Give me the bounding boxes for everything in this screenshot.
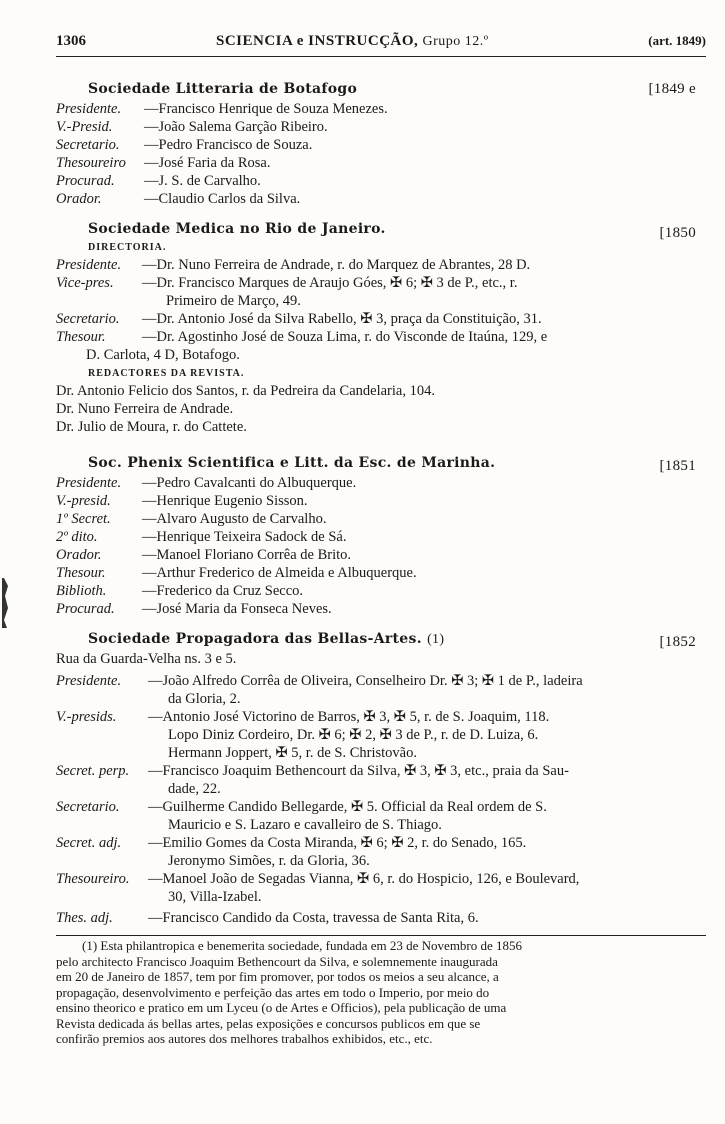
- address-line: Rua da Guarda-Velha ns. 3 e 5.: [56, 651, 237, 667]
- list-item: Procurad. —José Maria da Fonseca Neves.: [56, 601, 332, 617]
- section-title: Sociedade Propagadora das Bellas-Artes. (1) [1852: [56, 628, 706, 650]
- section-medica: [56, 218, 706, 436]
- list-item: 30, Villa-Izabel.: [168, 889, 262, 905]
- list-item: Vice-pres. —Dr. Francisco Marques de Araujo Góes, ✠ 6; ✠ 3 de P., etc., r.: [56, 275, 518, 291]
- list-item: Presidente. —Francisco Henrique de Souza Menezes.: [56, 101, 388, 117]
- footnote: [56, 938, 706, 1047]
- footnote-line: propagação, desenvolvimento e perfeição das artes em todo o Imperio, por meio do: [56, 984, 490, 1000]
- article-label: (art. 1849): [648, 33, 706, 48]
- list-item: Thesoureiro. —Manoel João de Segadas Vianna, ✠ 6, r. do Hospicio, 126, e Boulevard,: [56, 871, 580, 887]
- list-item: Mauricio e S. Lazaro e cavalleiro de S. Thiago.: [168, 817, 442, 833]
- list-item: Lopo Diniz Cordeiro, Dr. ✠ 6; ✠ 2, ✠ 3 de P., r. de D. Luiza, 6.: [168, 727, 539, 743]
- footnote-line: confirão premios aos autores dos melhores trabalhos exhibidos, etc., etc.: [56, 1031, 433, 1046]
- list-item: Orador. —Manoel Floriano Corrêa de Brito.: [56, 547, 351, 563]
- footnote-line: (1) Esta philantropica e benemerita sociedade, fundada em 23 de Novembro de 1856: [82, 938, 523, 953]
- list-item: Dr. Julio de Moura, r. do Cattete.: [56, 419, 247, 435]
- list-item: D. Carlota, 4 D, Botafogo.: [86, 347, 240, 363]
- section-title: Sociedade Litteraria de Botafogo [1849 e: [56, 78, 706, 100]
- list-item: Orador. —Claudio Carlos da Silva.: [56, 191, 301, 207]
- header-rule: [56, 56, 706, 57]
- list-item: Secretario. —Guilherme Candido Bellegarde, ✠ 5. Official da Real ordem de S.: [56, 799, 547, 815]
- footnote-line: em 20 de Janeiro de 1857, tem por fim promover, por todos os meios a seu alcance, a: [56, 969, 499, 984]
- group-label: Grupo 12.º: [422, 34, 489, 49]
- footnote-line: ensino theorico e pratico em um Lyceu (o de Artes e Officios), pela publicação de uma: [56, 1000, 507, 1015]
- list-item: Secret. adj. —Emilio Gomes da Costa Miranda, ✠ 6; ✠ 2, r. do Senado, 165.: [56, 835, 527, 851]
- subheading: REDACTORES DA REVISTA.: [88, 368, 245, 379]
- list-item: Primeiro de Março, 49.: [166, 293, 301, 309]
- list-item: Thesoureiro —José Faria da Rosa.: [56, 155, 271, 171]
- subheading: DIRECTORIA.: [88, 242, 167, 253]
- list-item: dade, 22.: [168, 781, 221, 797]
- section-year: [1849 e: [648, 81, 696, 97]
- list-item: Dr. Nuno Ferreira de Andrade.: [56, 401, 234, 417]
- list-item: Presidente. —Pedro Cavalcanti do Albuquerque.: [56, 475, 357, 491]
- page-number: 1306: [56, 33, 86, 49]
- footnote-line: Revista dedicada ás bellas artes, pelas exposições e concursos publicos em que se: [56, 1015, 481, 1031]
- section-bellas-artes: [56, 628, 706, 927]
- list-item: Secretario. —Pedro Francisco de Souza.: [56, 137, 313, 153]
- list-item: V.-presids. —Antonio José Victorino de Barros, ✠ 3, ✠ 5, r. de S. Joaquim, 118.: [56, 709, 550, 725]
- list-item: Thes. adj. —Francisco Candido da Costa, travessa de Santa Rita, 6.: [56, 910, 479, 926]
- list-item: Secretario. —Dr. Antonio José da Silva Rabello, ✠ 3, praça da Constituição, 31.: [56, 311, 542, 327]
- list-item: Presidente. —Dr. Nuno Ferreira de Andrade, r. do Marquez de Abrantes, 28 D.: [56, 257, 531, 273]
- footnote-ref: (1): [427, 632, 445, 647]
- list-item: Hermann Joppert, ✠ 5, r. de S. Christovão.: [168, 745, 417, 761]
- list-item: Jeronymo Simões, r. da Gloria, 36.: [168, 853, 370, 869]
- list-item: Thesour. —Dr. Agostinho José de Souza Lima, r. do Visconde de Itaúna, 129, e: [56, 329, 548, 345]
- running-header: [56, 33, 706, 55]
- running-title: SCIENCIA e INSTRUCÇÃO, Grupo 12.º: [216, 33, 489, 49]
- list-item: Secret. perp. —Francisco Joaquim Bethencourt da Silva, ✠ 3, ✠ 3, etc., praia da Sau-: [56, 763, 569, 779]
- list-item: Thesour. —Arthur Frederico de Almeida e Albuquerque.: [56, 565, 417, 581]
- section-phenix: [56, 452, 706, 618]
- list-item: V.-presid. —Henrique Eugenio Sisson.: [56, 493, 308, 509]
- list-item: 2º dito. —Henrique Teixeira Sadock de Sá.: [56, 529, 347, 545]
- section-title: Soc. Phenix Scientifica e Litt. da Esc. de Marinha. [1851: [56, 452, 706, 474]
- list-item: da Gloria, 2.: [168, 691, 241, 707]
- list-item: Dr. Antonio Felicio dos Santos, r. da Pedreira da Candelaria, 104.: [56, 383, 435, 399]
- section-botafogo: [56, 78, 706, 208]
- binding-mark-icon: [2, 578, 10, 628]
- section-year: [1850: [659, 225, 696, 241]
- list-item: Presidente. —João Alfredo Corrêa de Oliveira, Conselheiro Dr. ✠ 3; ✠ 1 de P., ladeira: [56, 673, 583, 689]
- section-year: [1851: [659, 458, 696, 474]
- list-item: Biblioth. —Frederico da Cruz Secco.: [56, 583, 304, 599]
- section-title: Sociedade Medica no Rio de Janeiro. [1850: [56, 218, 706, 240]
- list-item: Procurad. —J. S. de Carvalho.: [56, 173, 261, 189]
- footnote-rule: [56, 935, 706, 936]
- section-year: [1852: [659, 634, 696, 650]
- list-item: V.-Presid. —João Salema Garção Ribeiro.: [56, 119, 328, 135]
- footnote-line: pelo architecto Francisco Joaquim Bethencourt da Silva, e solemnemente inaugurada: [56, 953, 498, 969]
- list-item: 1º Secret. —Alvaro Augusto de Carvalho.: [56, 511, 327, 527]
